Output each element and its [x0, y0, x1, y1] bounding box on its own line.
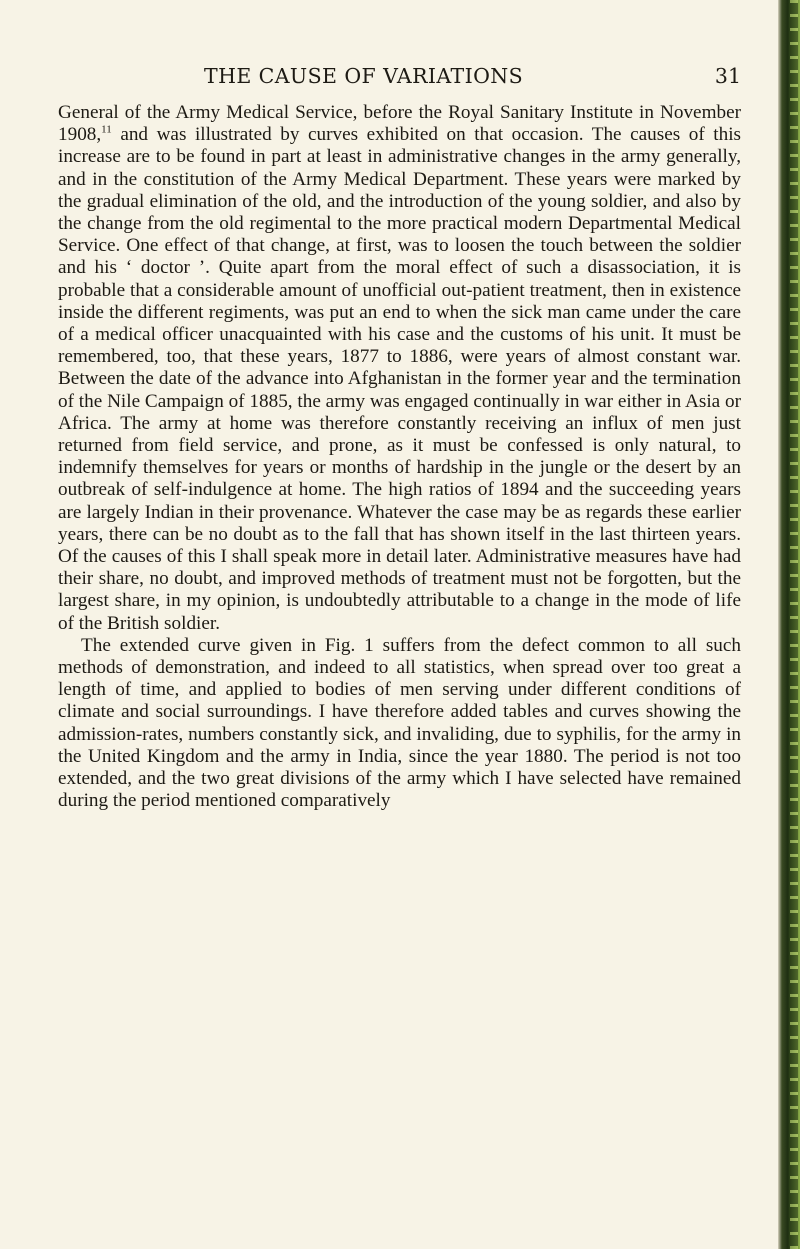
- page-number: 31: [714, 64, 741, 88]
- paragraph-1-text-after: and was illustrated by curves exhibited on that occasion. The causes of this increase are to be found in part at least in administrative changes in the army generally, and in the constitution of the Army Medical Department. These years were marked by the gradual elimination of the old, and the introduction of the young soldier, and also by the change from the old regimental to the more practical modern Departmental Medical Service. One effect of that change, at first, was to loosen the touch between the soldier and his ‘ doctor ’. Quite apart from the moral effect of such a disassociation, it is probable that a considerable amount of unofficial out-patient treatment, then in existence inside the different regiments, was put an end to when the sick man came under the care of a medical officer unacquainted with his case and the customs of his unit. It must be remembered, too, that these years, 1877 to 1886, were years of almost constant war. Between the date of the advance into Afghanistan in the former year and the termination of the Nile Campaign of 1885, the army was engaged continually in war either in Asia or Africa. The army at home was therefore constantly receiving an influx of men just returned from field service, and prone, as it must be confessed is only natural, to indemnify themselves for years or months of hardship in the jungle or the desert by an outbreak of self-indulgence at home. The high ratios of 1894 and the succeeding years are largely Indian in their provenance. Whatever the case may be as regards these earlier years, there can be no doubt as to the fall that has shown itself in the last thirteen years. Of the causes of this I shall speak more in detail later. Administrative measures have had their share, no doubt, and improved methods of treatment must not be forgotten, but the largest share, in my opinion, is undoubtedly attributable to a change in the mode of life of the British soldier.: [58, 124, 741, 634]
- chapter-title: THE CAUSE OF VARIATIONS: [204, 64, 524, 88]
- footnote-reference: 11: [101, 123, 112, 136]
- paragraph-1-text-before: General of the Army Medical Service, before the Royal Sanitary Institute in November 1908,: [58, 102, 741, 146]
- book-spine-edge: [778, 0, 800, 1249]
- spine-texture: [790, 0, 798, 1249]
- body-text: [58, 102, 741, 813]
- paragraph-1: [58, 102, 741, 635]
- running-head: [58, 64, 741, 92]
- paragraph-2: The extended curve given in Fig. 1 suffers from the defect common to all such methods of demonstration, and indeed to all statistics, when spread over too great a length of time, and applied to bodies of men serving under different conditions of climate and social surroundings. I have therefore added tables and curves showing the admission-rates, numbers constantly sick, and invaliding, due to syphilis, for the army in the United Kingdom and the army in India, since the year 1880. The period is not too extended, and the two great divisions of the army which I have selected have remained during the period mentioned comparatively: [58, 634, 741, 812]
